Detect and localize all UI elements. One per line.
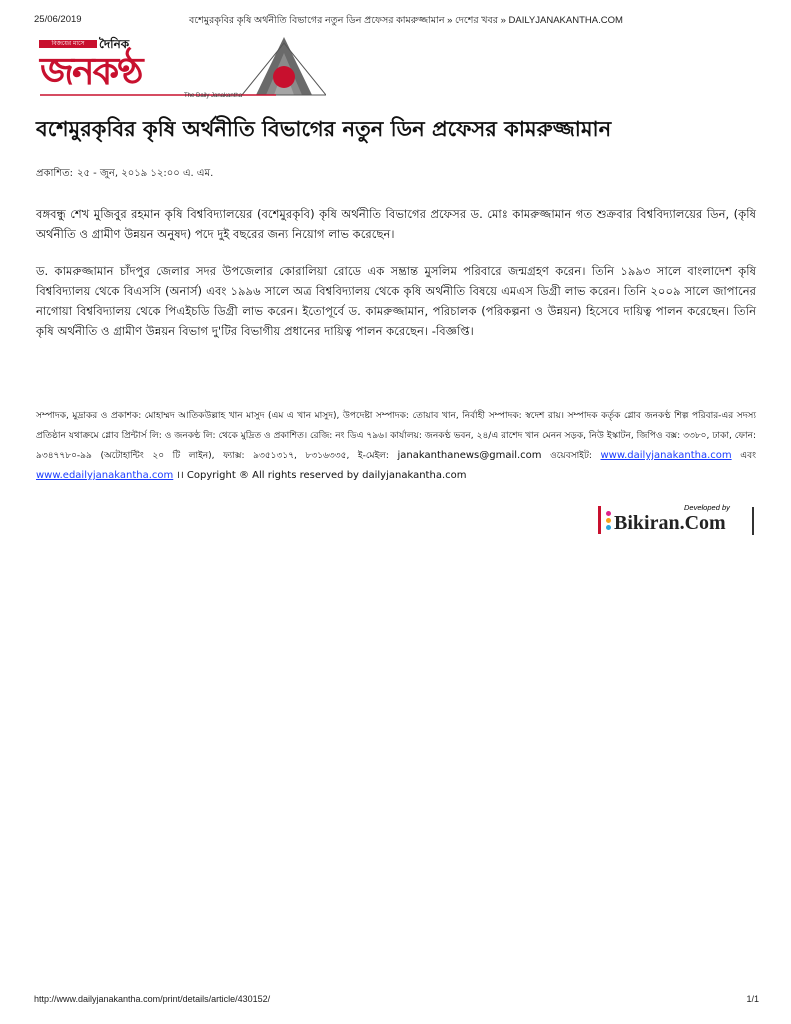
- copyright-text: ।। Copyright ® All rights reserved by dailyjanakantha.com: [176, 470, 467, 481]
- website-link[interactable]: www.dailyjanakantha.com: [600, 450, 732, 461]
- imprint-email: janakanthanews@gmail.com: [397, 450, 542, 461]
- logo-ribbon: বিজয়ের মাসে: [39, 40, 97, 48]
- e-paper-link[interactable]: www.edailyjanakantha.com: [36, 470, 174, 481]
- imprint-text: সম্পাদক, মুদ্রাকর ও প্রকাশক: মোহাম্মদ আতিকউল্লাহ খান মাসুদ (এম এ খান মাসুদ), উপদেষ্টা সম্পাদক: তোয়াব খান, নির্বাহী সম্পাদক: স্বদেশ রায়। সম্পাদক কর্তৃক গ্লোব জনকণ্ঠ শিল্প পরিবার-এর সদস্য প্রতিষ্ঠান যথাক্রমে গ্লোব প্রিন্টার্স লি: ও জনকণ্ঠ লি: থেকে মুদ্রিত ও প্রকাশিত। রেজি: নং ডিএ ৭৯৬। কার্যালয়: জনকণ্ঠ ভবন, ২৪/এ রাশেদ খান মেনন সড়ক, নিউ ইস্কাটন, জিপিও বক্স: ৩৩৮০, ঢাকা, ফোন: ৯৩৪৭৭৮০-৯৯ (অটোহান্টিং ২০ টি লাইন), ফ্যাক্স: ৯৩৫১৩১৭, ৮৩১৬৩৩৫, ই-মেইল:: [36, 411, 756, 461]
- newspaper-logo[interactable]: [36, 33, 326, 103]
- article-paragraph: ড. কামরুজ্জামান চাঁদপুর জেলার সদর উপজেলার কোরালিয়া রোডে এক সম্ভ্রান্ত মুসলিম পরিবারে জন্মগ্রহণ করেন। তিনি ১৯৯৩ সালে বাংলাদেশ কৃষি বিশ্ববিদ্যালয় থেকে বিএসসি (অনার্স) এবং ১৯৯৬ সালে অত্র বিশ্ববিদ্যালয় থেকে কৃষি অর্থনীতি বিষয়ে এমএস ডিগ্রী লাভ করেন। তিনি ২০০৯ সালে জাপানের নাগোয়া বিশ্ববিদ্যালয় থেকে পিএইচডি ডিগ্রী লাভ করেন। ইতোপূর্বে ড. কামরুজ্জামান, পরিচালক (পরিকল্পনা ও উন্নয়ন) হিসেবে দায়িত্ব পালন করেছেন। তিনি কৃষি অর্থনীতি ও গ্রামীণ উন্নয়ন বিভাগ দু'টির বিভাগীয় প্রধানের দায়িত্ব পালন করেছেন। -বিজ্ঞপ্তি।: [36, 264, 756, 338]
- published-label: প্রকাশিত:: [36, 168, 74, 179]
- badge-right-bar: [752, 507, 754, 535]
- print-footer: [34, 994, 759, 1008]
- developer-badge[interactable]: [598, 503, 758, 539]
- print-header: [34, 14, 759, 30]
- badge-dots-icon: [606, 511, 612, 531]
- print-date: 25/06/2019: [34, 14, 82, 25]
- article-headline: বশেমুরকৃবির কৃষি অর্থনীতি বিভাগের নতুন ডিন প্রফেসর কামরুজ্জামান: [36, 117, 612, 141]
- developer-name: Bikiran.Com: [614, 512, 726, 534]
- logo-dainik: দৈনিক: [99, 37, 130, 51]
- imprint-website-label: ওয়েবসাইট:: [550, 451, 592, 461]
- imprint-and: এবং: [740, 451, 756, 461]
- logo-tagline: The Daily Janakantha: [184, 93, 243, 99]
- print-url: http://www.dailyjanakantha.com/print/details/article/430152/: [34, 994, 271, 1004]
- logo-brand-name: জনকণ্ঠ: [40, 48, 142, 93]
- published-value: ২৫ - জুন, ২০১৯ ১২:০০ এ. এম.: [77, 168, 214, 179]
- page-number: 1/1: [746, 994, 759, 1004]
- article-paragraph: বঙ্গবন্ধু শেখ মুজিবুর রহমান কৃষি বিশ্ববিদ্যালয়ের (বশেমুরকৃবি) কৃষি অর্থনীতি বিভাগের প্রফেসর ড. মোঃ কামরুজ্জামান গত শুক্রবার বিশ্ববিদ্যালয়ের ডিন, (কৃষি অর্থনীতি ও গ্রামীণ উন্নয়ন অনুষদ) পদে দুই বছরের জন্য নিয়োগ লাভ করেছেন।: [36, 207, 756, 241]
- developed-by-label: Developed by: [684, 503, 730, 512]
- published-date: [36, 166, 217, 183]
- badge-left-bar: [598, 506, 601, 534]
- imprint-info: [36, 406, 756, 486]
- print-page-title: বশেমুরকৃবির কৃষি অর্থনীতি বিভাগের নতুন ডিন প্রফেসর কামরুজ্জামান » দেশের খবর » DAILYJANAKANTHA.COM: [189, 15, 623, 26]
